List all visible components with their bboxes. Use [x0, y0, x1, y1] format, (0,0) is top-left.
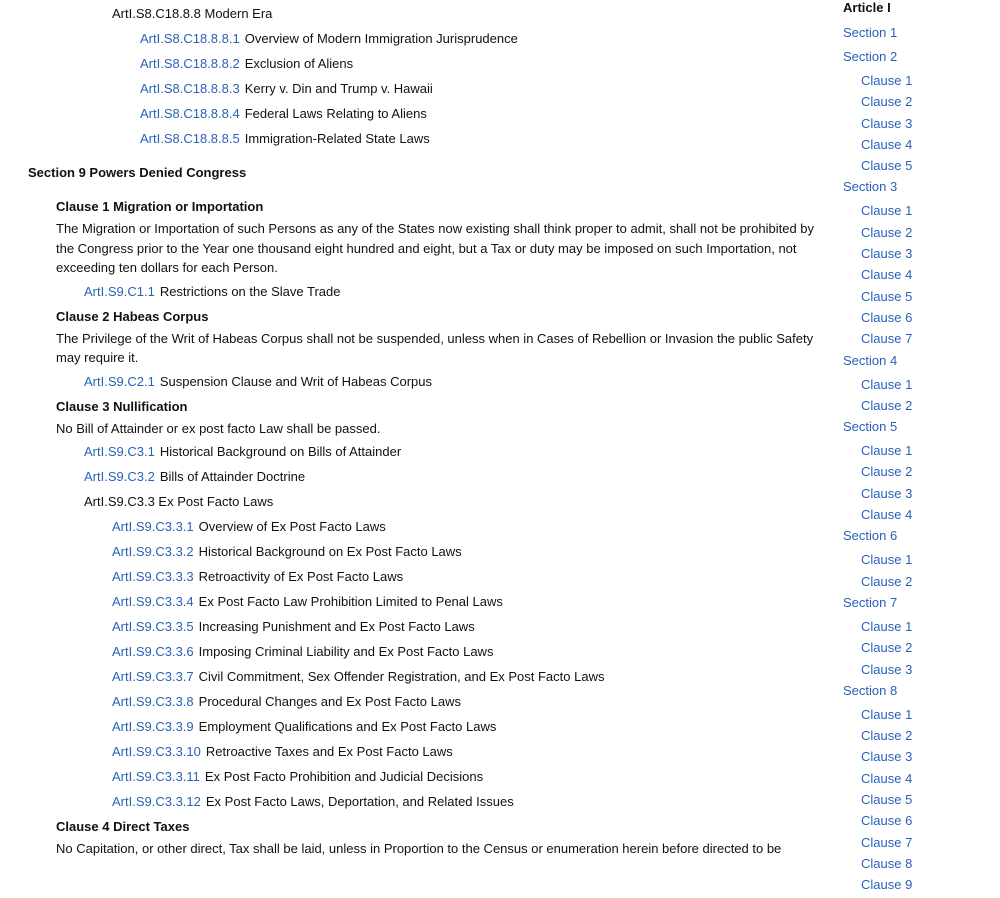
ref-title: Bills of Attainder Doctrine — [159, 469, 306, 484]
ref-link[interactable]: ArtI.S9.C2.1 — [84, 373, 155, 389]
toc-clause-link[interactable]: Clause 7 — [861, 331, 913, 347]
clause-4-title: Clause 4 Direct Taxes — [56, 819, 190, 834]
toc-clause-link[interactable]: Clause 4 — [861, 267, 913, 283]
toc-clause-link[interactable]: Clause 3 — [861, 661, 913, 677]
ref-title: Historical Background on Ex Post Facto Laws — [198, 544, 462, 559]
toc-clause-link[interactable]: Clause 4 — [861, 770, 913, 786]
ref-row — [28, 541, 823, 566]
ref-link[interactable]: ArtI.S9.C3.3.3 — [112, 569, 194, 584]
ref-link[interactable]: ArtI.S9.C3.3.6 — [112, 644, 194, 659]
ref-title: Ex Post Facto Laws, Deportation, and Related Issues — [205, 794, 514, 809]
toc-clause-link[interactable]: Clause 2 — [861, 224, 913, 240]
ref-row — [28, 371, 823, 396]
section-9-title: Section 9 Powers Denied Congress — [28, 165, 247, 180]
ref-link[interactable]: ArtI.S9.C3.2 — [84, 469, 155, 484]
toc-section-3[interactable]: Section 3 — [843, 179, 898, 195]
ref-row — [28, 466, 823, 491]
toc-clause-link[interactable]: Clause 7 — [861, 834, 913, 850]
clause-4-text: No Capitation, or other direct, Tax shall be laid, unless in Proportion to the Census or enumeration herein before directed to be — [56, 841, 782, 856]
ref-row — [28, 566, 823, 591]
clause-3-title: Clause 3 Nullification — [56, 398, 188, 414]
clause-2-text: The Privilege of the Writ of Habeas Corpus shall not be suspended, unless when in Cases of Rebellion or Invasion the public Safety may require it. — [56, 330, 814, 365]
clause-3-text: No Bill of Attainder or ex post facto Law shall be passed. — [56, 420, 381, 436]
ref-row — [28, 441, 823, 466]
ref-title: Procedural Changes and Ex Post Facto Laws — [198, 694, 461, 709]
ref-row — [28, 766, 823, 791]
ref-link[interactable]: ArtI.S8.C18.8.8.5 — [140, 131, 240, 146]
ref-title: Historical Background on Bills of Attainder — [159, 444, 402, 459]
main-content — [28, 3, 823, 862]
toc-section-6[interactable]: Section 6 — [843, 528, 898, 544]
toc-clause-link[interactable]: Clause 1 — [861, 73, 913, 88]
toc-clause-link[interactable]: Clause 3 — [861, 749, 913, 765]
clause-1-text: The Migration or Importation of such Persons as any of the States now existing shall think proper to admit, shall not be prohibited by the Congress prior to the Year one thousand eight hundred and eight, but a Tax or duty may be imposed on such Importation, not exceeding ten dollars for each Person. — [56, 221, 815, 275]
ref-title: Overview of Ex Post Facto Laws — [198, 519, 386, 534]
toc-clause-link[interactable]: Clause 6 — [861, 813, 913, 829]
ref-link[interactable]: ArtI.S9.C3.3.11 — [112, 769, 200, 784]
ref-row — [28, 641, 823, 666]
toc-clause-link[interactable]: Clause 3 — [861, 246, 913, 262]
ref-title: Suspension Clause and Writ of Habeas Corpus — [159, 373, 432, 389]
ref-link[interactable]: ArtI.S8.C18.8.8.3 — [140, 81, 240, 96]
ref-row — [28, 591, 823, 616]
toc-clause-link[interactable]: Clause 4 — [861, 136, 913, 152]
ref-row — [28, 666, 823, 691]
toc-clause-link[interactable]: Clause 2 — [861, 94, 913, 110]
clause-1-title: Clause 1 Migration or Importation — [56, 199, 264, 214]
ref-link[interactable]: ArtI.S9.C3.3.5 — [112, 619, 194, 634]
ref-title: Exclusion of Aliens — [244, 56, 354, 71]
toc-clause-link[interactable]: Clause 2 — [861, 728, 913, 744]
ref-row — [28, 53, 823, 78]
ref-title: Ex Post Facto Law Prohibition Limited to Penal Laws — [198, 594, 503, 609]
ref-row — [28, 616, 823, 641]
toc-clause-link[interactable]: Clause 4 — [861, 507, 913, 523]
ref-link[interactable]: ArtI.S9.C3.3.9 — [112, 719, 194, 734]
ref-row — [28, 691, 823, 716]
ref-link[interactable]: ArtI.S9.C3.3.7 — [112, 669, 194, 684]
toc-clause-link[interactable]: Clause 9 — [861, 877, 913, 893]
ref-link[interactable]: ArtI.S9.C3.3.4 — [112, 594, 194, 609]
toc-clause-link[interactable]: Clause 5 — [861, 158, 913, 174]
ref-link[interactable]: ArtI.S9.C3.3.10 — [112, 744, 201, 759]
ref-title: Immigration-Related State Laws — [244, 131, 430, 146]
toc-clause-link[interactable]: Clause 3 — [861, 115, 913, 131]
toc-clause-link[interactable]: Clause 2 — [861, 640, 913, 656]
toc-clause-link[interactable]: Clause 6 — [861, 309, 913, 325]
ref-title: Restrictions on the Slave Trade — [159, 283, 341, 299]
ref-title: Employment Qualifications and Ex Post Facto Laws — [198, 719, 497, 734]
ref-row — [28, 791, 823, 816]
toc-clause-link[interactable]: Clause 2 — [861, 464, 913, 480]
toc-clause-link[interactable]: Clause 1 — [861, 443, 913, 459]
ref-row — [28, 103, 823, 128]
clause-2-title: Clause 2 Habeas Corpus — [56, 308, 209, 324]
ref-title: Increasing Punishment and Ex Post Facto Laws — [198, 619, 475, 634]
ref-title: Retroactivity of Ex Post Facto Laws — [198, 569, 404, 584]
toc-section-5[interactable]: Section 5 — [843, 419, 898, 435]
ref-row — [28, 78, 823, 103]
ref-title: Federal Laws Relating to Aliens — [244, 106, 427, 121]
toc-section-4[interactable]: Section 4 — [843, 352, 898, 368]
toc-clause-link[interactable]: Clause 1 — [861, 552, 913, 568]
toc-section-8[interactable]: Section 8 — [843, 682, 898, 698]
toc-clause-link[interactable]: Clause 5 — [861, 288, 913, 304]
subgroup-heading-modern-era: ArtI.S8.C18.8.8 Modern Era — [112, 6, 273, 21]
toc-clause-link[interactable]: Clause 5 — [861, 792, 913, 808]
ref-link[interactable]: ArtI.S8.C18.8.8.1 — [140, 31, 240, 46]
ref-row — [28, 281, 823, 306]
ref-link[interactable]: ArtI.S8.C18.8.8.2 — [140, 56, 240, 71]
ref-row — [28, 28, 823, 53]
ref-row — [28, 741, 823, 766]
toc-clause-link[interactable]: Clause 1 — [861, 618, 913, 634]
ref-link[interactable]: ArtI.S9.C3.1 — [84, 444, 155, 459]
toc-clause-link[interactable]: Clause 2 — [861, 397, 913, 413]
subgroup-heading-ex-post-facto: ArtI.S9.C3.3 Ex Post Facto Laws — [84, 494, 274, 509]
ref-link[interactable]: ArtI.S9.C1.1 — [84, 283, 155, 299]
toc-section-7[interactable]: Section 7 — [843, 594, 898, 610]
toc-clause-link[interactable]: Clause 1 — [861, 376, 913, 392]
ref-title: Kerry v. Din and Trump v. Hawaii — [244, 81, 433, 96]
toc-clause-link[interactable]: Clause 2 — [861, 573, 913, 589]
ref-row — [28, 128, 823, 153]
table-of-contents — [843, 0, 993, 898]
toc-clause-link[interactable]: Clause 1 — [861, 203, 913, 219]
ref-row — [28, 516, 823, 541]
toc-clause-link[interactable]: Clause 1 — [861, 706, 913, 722]
ref-title: Ex Post Facto Prohibition and Judicial Decisions — [204, 769, 484, 784]
ref-title: Retroactive Taxes and Ex Post Facto Laws — [205, 744, 453, 759]
ref-link[interactable]: ArtI.S9.C3.3.2 — [112, 544, 194, 559]
toc-section-1[interactable]: Section 1 — [843, 25, 898, 40]
ref-link[interactable]: ArtI.S9.C3.3.1 — [112, 519, 194, 534]
ref-row — [28, 716, 823, 741]
ref-title: Overview of Modern Immigration Jurisprudence — [244, 31, 518, 46]
ref-title: Imposing Criminal Liability and Ex Post Facto Laws — [198, 644, 494, 659]
toc-heading: Article I — [843, 0, 891, 15]
ref-link[interactable]: ArtI.S9.C3.3.12 — [112, 794, 201, 809]
ref-title: Civil Commitment, Sex Offender Registration, and Ex Post Facto Laws — [198, 669, 605, 684]
toc-section-2[interactable]: Section 2 — [843, 49, 898, 64]
toc-clause-link[interactable]: Clause 8 — [861, 855, 913, 871]
ref-link[interactable]: ArtI.S8.C18.8.8.4 — [140, 106, 240, 121]
ref-link[interactable]: ArtI.S9.C3.3.8 — [112, 694, 194, 709]
toc-clause-link[interactable]: Clause 3 — [861, 485, 913, 501]
